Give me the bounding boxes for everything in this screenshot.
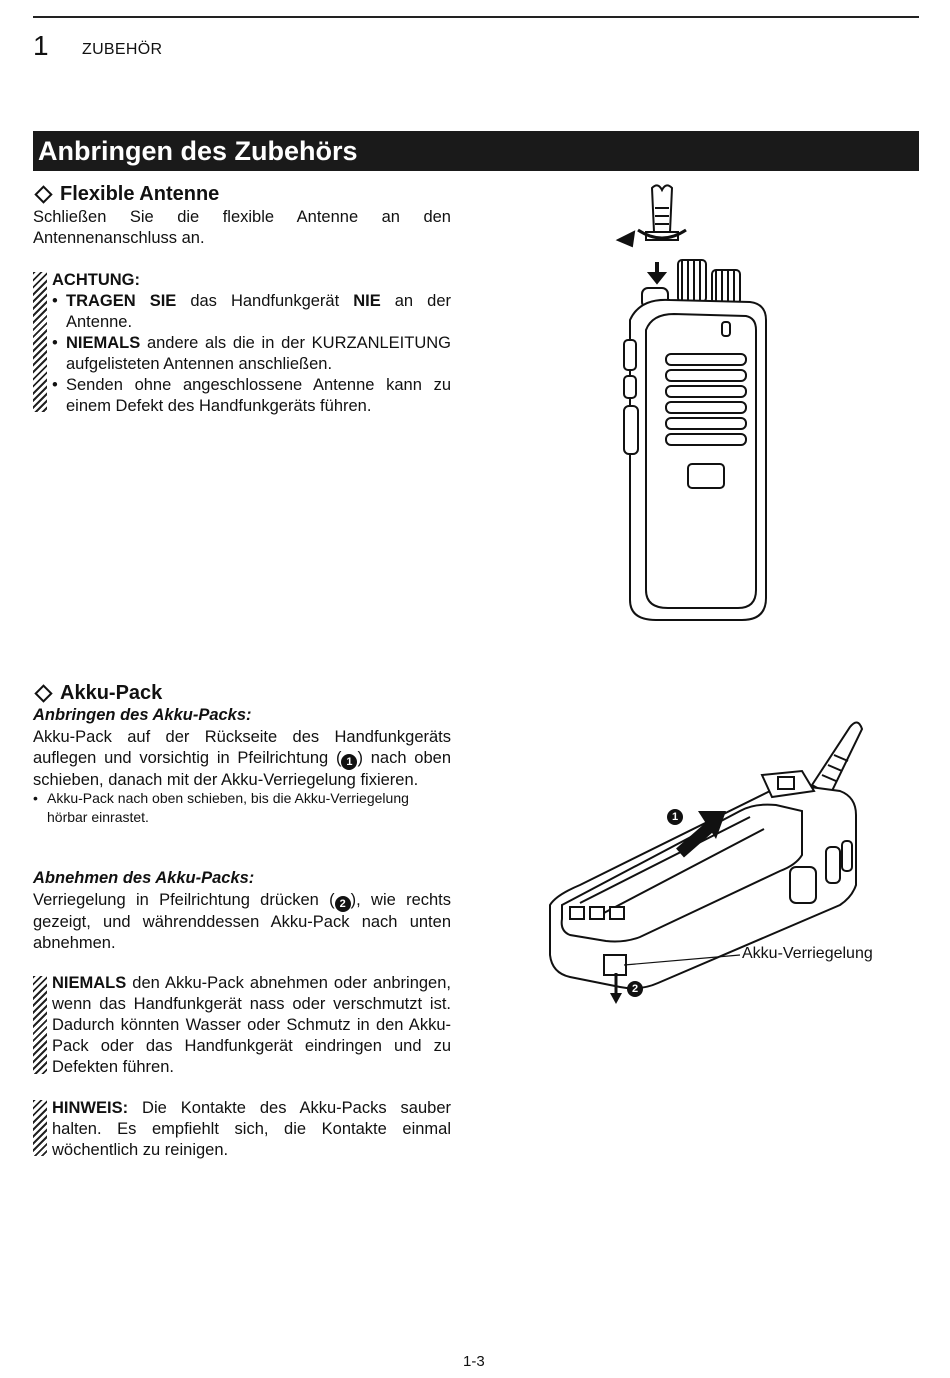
attach-text: Akku-Pack auf der Rückseite des Handfunkgeräts auflegen und vorsichtig in Pfeilrichtung ( 1 ) nach oben schieben, danach mit der Akku-Verriegelung fixieren.	[33, 728, 451, 789]
caution-block	[52, 270, 451, 417]
hint-note: HINWEIS: Die Kontakte des Akku-Packs sauber halten. Es empfiehlt sich, die Kontakte einmal wöchentlich zu reinigen.	[52, 1099, 451, 1159]
section-banner: Anbringen des Zubehörs	[33, 131, 919, 171]
battery-heading	[33, 682, 162, 705]
figure-marker-2: 2	[627, 981, 643, 997]
caution-item: • Senden ohne angeschlossene Antenne kann zu einem Defekt des Handfunkgeräts führen.	[52, 375, 451, 417]
chapter-title: ZUBEHÖR	[82, 41, 163, 58]
remove-title: Abnehmen des Akku-Packs:	[33, 869, 255, 887]
attach-note: • Akku-Pack nach oben schieben, bis die Akku-Verriegelung hörbar einrastet.	[33, 789, 451, 827]
caution-list	[52, 291, 451, 417]
callout-label: Akku-Verriegelung	[742, 945, 873, 962]
header-rule	[33, 16, 919, 18]
remove-text: Verriegelung in Pfeilrichtung drücken ( 2 ), wie rechts gezeigt, und währenddessen Akku-Pack nach unten abnehmen.	[33, 891, 452, 952]
antenna-heading	[33, 183, 219, 206]
radio-antenna-illustration	[600, 180, 790, 625]
niemals-note: NIEMALS den Akku-Pack abnehmen oder anbringen, wenn das Handfunkgerät nass oder verschmutzt ist. Dadurch könnten Wasser oder Schmutz in den Akku-Pack oder das Handfunkgerät eindringen und zu Defekten führen.	[52, 974, 451, 1076]
figure-marker-1: 1	[667, 809, 683, 825]
battery-heading-text: Akku-Pack	[60, 682, 163, 704]
step-1-marker: 1	[341, 754, 357, 770]
caution-stripe	[33, 272, 47, 412]
step-2-marker: 2	[335, 896, 351, 912]
battery-illustration	[540, 715, 900, 1015]
caution-item: • TRAGEN SIE das Handfunkgerät NIE an der Antenne.	[52, 291, 451, 333]
caution-item: • NIEMALS andere als die in der KURZANLEITUNG aufgelisteten Antennen anschließen.	[52, 333, 451, 375]
diamond-icon	[34, 684, 52, 702]
page-number: 1-3	[463, 1353, 485, 1370]
caution-title: ACHTUNG:	[52, 271, 140, 289]
diamond-icon	[34, 185, 52, 203]
antenna-heading-text: Flexible Antenne	[60, 183, 220, 205]
antenna-text: Schließen Sie die flexible Antenne an den Antennenanschluss an.	[33, 208, 451, 247]
chapter-number: 1	[33, 30, 49, 61]
niemals-stripe	[33, 976, 47, 1074]
attach-title: Anbringen des Akku-Packs:	[33, 706, 252, 724]
hint-stripe	[33, 1100, 47, 1156]
